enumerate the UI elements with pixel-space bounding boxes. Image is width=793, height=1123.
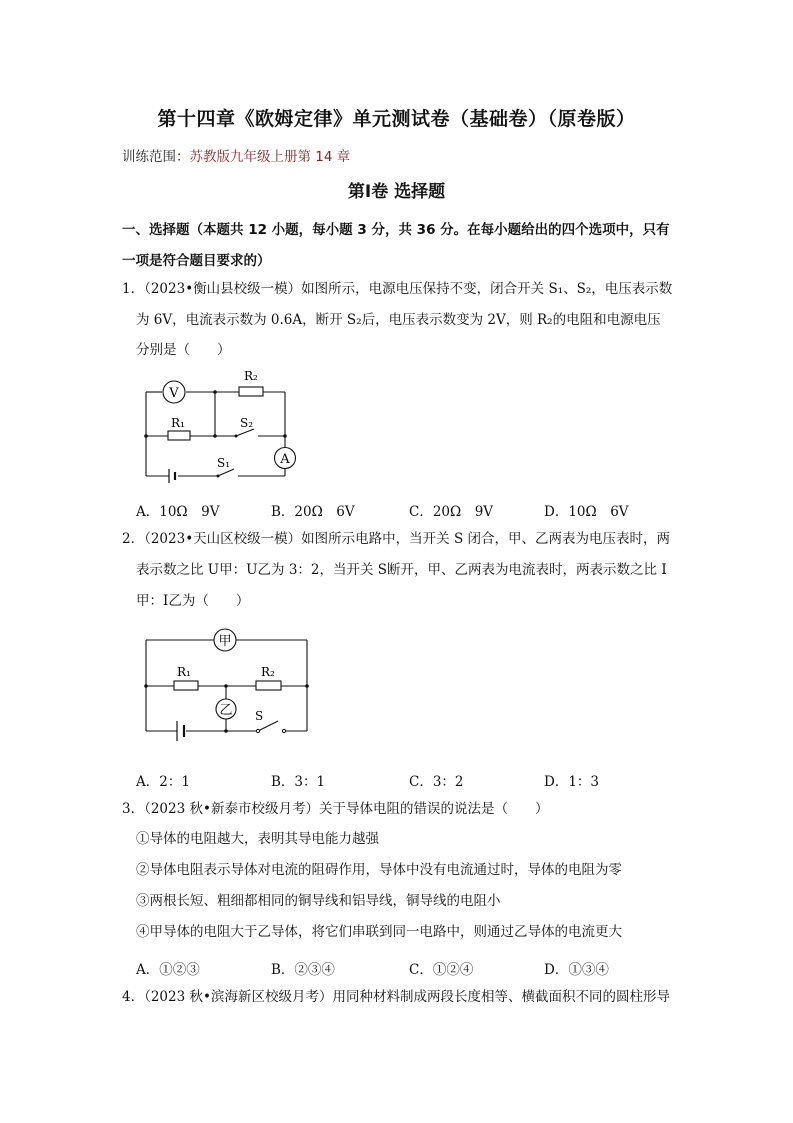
q1-stem-line2: 为 6V，电流表示数为 0.6A，断开 S₂后，电压表示数变为 2V，则 R₂的电阻和电源电压 xyxy=(136,312,661,328)
q2-junction xyxy=(305,684,309,688)
q2-junction xyxy=(144,684,148,688)
q1-junction xyxy=(283,434,287,438)
q1-option-a[interactable]: A．10Ω 9V xyxy=(136,504,220,520)
section-header-line1: 一、选择题（本题共 12 小题，每小题 3 分，共 36 分。在每小题给出的四个选项中，只有 xyxy=(122,222,670,238)
q1-junction xyxy=(144,434,148,438)
q1-s2-pivot xyxy=(235,435,238,438)
q2-stem-line3: 甲：I乙为（ ） xyxy=(136,593,250,609)
q1-r2-label: R₂ xyxy=(244,369,258,383)
q3-stem-line1: 3．（2023 秋•新泰市校级月考）关于导体电阻的错误的说法是（ ） xyxy=(122,801,549,817)
q1-r1-resistor xyxy=(168,431,190,440)
q3-option-a[interactable]: A．①②③ xyxy=(136,962,200,978)
q2-meter-jia-label: 甲 xyxy=(218,634,232,649)
q2-r2-label: R₂ xyxy=(261,665,275,679)
q3-statement-1: ①导体的电阻越大，表明其导电能力越强 xyxy=(136,831,379,847)
q2-stem-line1: 2．（2023•天山区校级一模）如图所示电路中，当开关 S 闭合，甲、乙两表为电压表时，两 xyxy=(122,531,670,547)
q3-statement-4: ④甲导体的电阻大于乙导体，将它们串联到同一电路中，则通过乙导体的电流更大 xyxy=(136,924,622,940)
q2-switch-pivot xyxy=(256,729,259,732)
q1-option-b[interactable]: B．20Ω 6V xyxy=(271,504,355,520)
q2-stem-line2: 表示数之比 U甲：U乙为 3：2，当开关 S断开，甲、乙两表为电流表时，两表示数之比 I xyxy=(136,562,667,578)
page-title: 第十四章《欧姆定律》单元测试卷（基础卷）（原卷版） xyxy=(157,108,636,130)
q2-circuit-diagram xyxy=(136,626,316,750)
q1-junction xyxy=(213,434,217,438)
q2-option-c[interactable]: C．3：2 xyxy=(409,774,464,790)
q2-switch-contact xyxy=(282,729,285,732)
q1-s1-pivot xyxy=(217,475,220,478)
q2-option-b[interactable]: B．3：1 xyxy=(271,774,326,790)
q1-circuit-diagram xyxy=(136,366,306,484)
q2-junction xyxy=(224,684,228,688)
q1-stem-line1: 1．（2023•衡山县校级一模）如图所示，电源电压保持不变，闭合开关 S₁、S₂，电压表示数 xyxy=(122,281,673,297)
q1-s2-label: S₂ xyxy=(240,416,254,430)
q2-junction xyxy=(224,729,228,733)
q1-r2-resistor xyxy=(239,387,263,396)
q4-stem-line1: 4．（2023 秋•滨海新区校级月考）用同种材料制成两段长度相等、横截面积不同的圆柱形导 xyxy=(122,989,670,1005)
q3-statement-3: ③两根长短、粗细都相同的铜导线和铝导线，铜导线的电阻小 xyxy=(136,893,501,909)
q1-s1-label: S₁ xyxy=(217,456,231,470)
section-header-line2: 一项是符合题目要求的） xyxy=(122,253,271,269)
q2-r1-label: R₁ xyxy=(177,665,191,679)
q3-option-c[interactable]: C．①②④ xyxy=(409,962,474,978)
q2-switch-label: S xyxy=(255,709,264,723)
q2-meter-yi-label: 乙 xyxy=(219,703,233,718)
q1-option-d[interactable]: D．10Ω 6V xyxy=(544,504,629,520)
q1-ammeter-label: A xyxy=(280,452,290,467)
q1-stem-line3: 分别是（ ） xyxy=(136,342,231,358)
q3-option-b[interactable]: B．②③④ xyxy=(271,962,335,978)
q1-junction xyxy=(213,390,217,394)
range-label: 训练范围： xyxy=(122,149,190,165)
q2-r2-resistor xyxy=(256,681,281,690)
q2-option-d[interactable]: D．1：3 xyxy=(544,774,600,790)
q1-r1-label: R₁ xyxy=(171,416,185,430)
q1-voltmeter-label: V xyxy=(169,386,179,401)
q1-option-c[interactable]: C．20Ω 9V xyxy=(409,504,494,520)
range-value: 苏教版九年级上册第 14 章 xyxy=(189,149,351,165)
q3-statement-2: ②导体电阻表示导体对电流的阻碍作用，导体中没有电流通过时，导体的电阻为零 xyxy=(136,862,622,878)
volume-title: 第Ⅰ卷 选择题 xyxy=(347,182,446,202)
q2-r1-resistor xyxy=(174,681,198,690)
q3-option-d[interactable]: D．①③④ xyxy=(544,962,609,978)
q2-option-a[interactable]: A．2：1 xyxy=(136,774,190,790)
training-range xyxy=(122,145,350,165)
